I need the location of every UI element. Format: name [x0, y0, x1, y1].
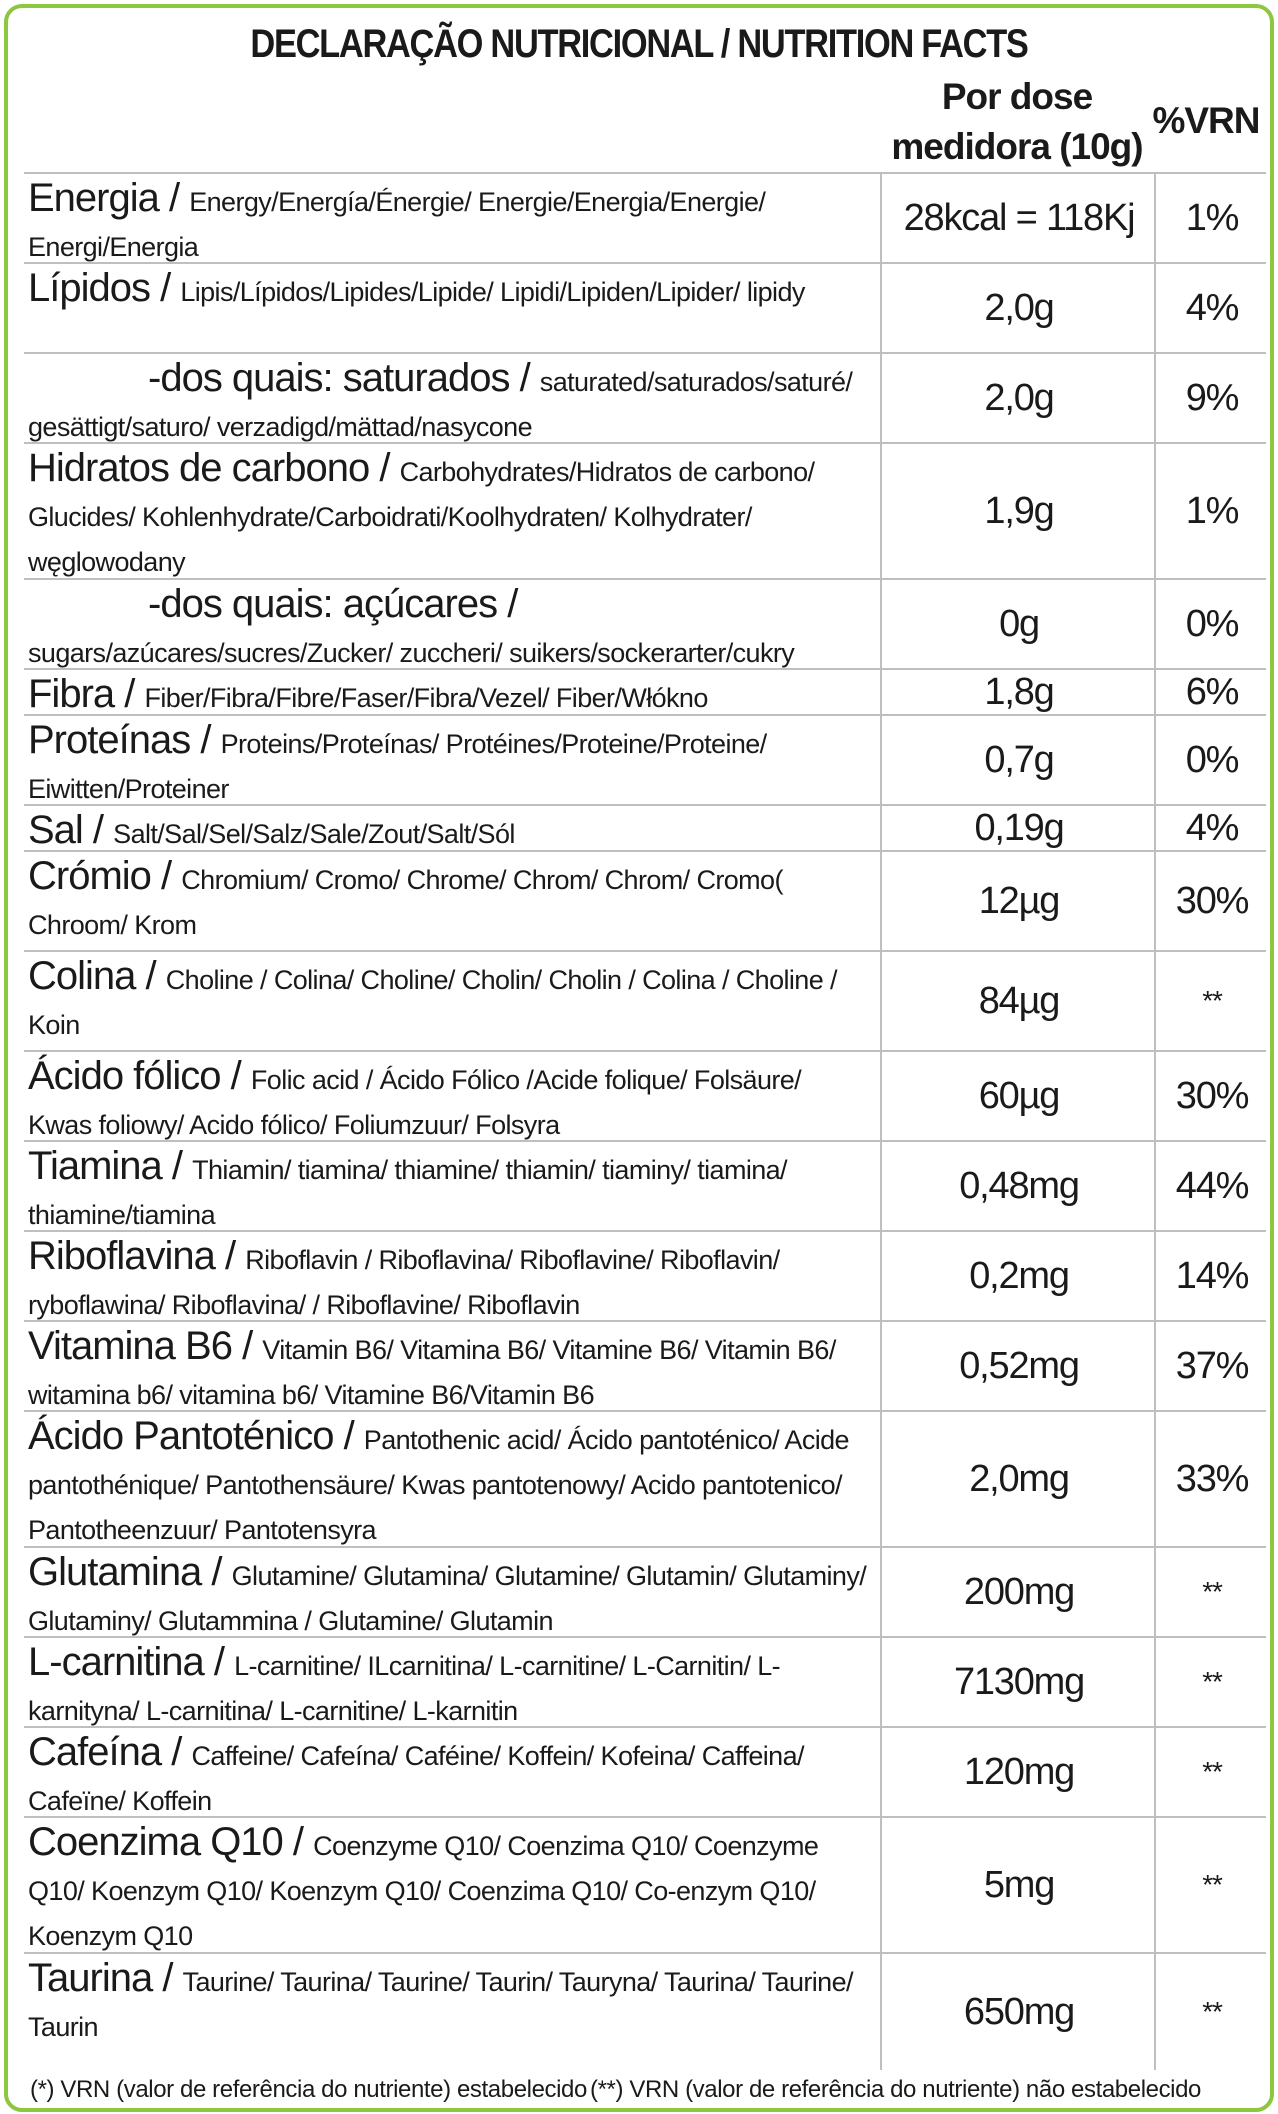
table-row — [24, 1320, 1266, 1410]
per-dose-value: 7130mg — [880, 1638, 1156, 1726]
table-row — [24, 1230, 1266, 1320]
vrn-percent: ** — [1154, 952, 1268, 1050]
per-dose-value: 1,8g — [880, 670, 1156, 714]
table-row — [24, 1140, 1266, 1230]
table-row — [24, 1816, 1266, 1952]
per-dose-value: 28kcal = 118Kj — [880, 174, 1156, 262]
per-dose-value: 650mg — [880, 1954, 1156, 2070]
nutrient-translations: Thiamin/ tiamina/ thiamine/ thiamin/ tiaminy/ tiamina/ thiamine/tiamina — [28, 1155, 787, 1230]
column-header-vrn: %VRN — [1152, 100, 1260, 141]
nutrient-name: -dos quais: saturados — [148, 356, 510, 400]
per-dose-value: 0,48mg — [880, 1142, 1156, 1230]
nutrient-separator: / — [158, 176, 190, 220]
vrn-percent: 30% — [1154, 852, 1268, 950]
per-dose-value: 0,7g — [880, 716, 1156, 804]
nutrient-name: Colina — [28, 954, 136, 998]
nutrient-separator: / — [161, 1730, 192, 1774]
table-body — [24, 172, 1266, 2070]
table-row — [24, 804, 1266, 850]
vrn-percent: 30% — [1154, 1052, 1268, 1140]
nutrient-name: Hidratos de carbono — [28, 446, 370, 490]
vrn-percent: 9% — [1154, 354, 1268, 442]
vrn-percent: 4% — [1154, 264, 1268, 352]
table-row — [24, 1546, 1266, 1636]
per-dose-value: 120mg — [880, 1728, 1156, 1816]
nutrient-name: Ácido Pantoténico — [28, 1414, 334, 1458]
nutrient-separator: / — [509, 356, 540, 400]
nutrient-separator: / — [282, 1820, 314, 1864]
per-dose-value: 12µg — [880, 852, 1156, 950]
vrn-percent: 33% — [1154, 1412, 1268, 1546]
nutrient-translations: saturated/saturados/saturé/ gesättigt/saturo/ verzadigd/mättad/nasycone — [28, 367, 853, 442]
table-row — [24, 1952, 1266, 2070]
nutrient-separator: / — [152, 1956, 183, 2000]
nutrient-label — [28, 356, 868, 450]
table-row — [24, 668, 1266, 714]
nutrient-label — [28, 1956, 868, 2050]
per-dose-value: 60µg — [880, 1052, 1156, 1140]
table-row — [24, 262, 1266, 352]
nutrient-label — [28, 266, 868, 315]
per-dose-value: 2,0g — [880, 264, 1156, 352]
nutrient-label — [28, 954, 868, 1048]
table-row — [24, 1410, 1266, 1546]
nutrient-translations: Pantothenic acid/ Ácido pantoténico/ Acide pantothénique/ Pantothensäure/ Kwas pantotenowy/ Acido pantotenico/ Pantotheenzuur/ Pantotensyra — [28, 1425, 849, 1545]
nutrient-separator: / — [220, 1054, 251, 1098]
table-row — [24, 1726, 1266, 1816]
vrn-percent: ** — [1154, 1638, 1268, 1726]
nutrient-translations: Folic acid / Ácido Fólico /Acide folique/ Folsäure/ Kwas foliowy/ Acido fólico/ Foliumzuur/ Folsyra — [28, 1065, 802, 1140]
nutrient-label — [28, 582, 868, 676]
nutrient-separator: / — [497, 582, 518, 626]
nutrient-translations: Coenzyme Q10/ Coenzima Q10/ Coenzyme Q10/ Koenzym Q10/ Koenzym Q10/ Coenzima Q10/ Co-enzym Q10/ Koenzym Q10 — [28, 1831, 819, 1951]
per-dose-value: 2,0mg — [880, 1412, 1156, 1546]
table-row — [24, 1050, 1266, 1140]
nutrient-translations: Chromium/ Cromo/ Chrome/ Chrom/ Chrom/ Cromo( Chroom/ Krom — [28, 865, 783, 940]
column-header-per-dose — [880, 72, 1154, 172]
table-header — [24, 70, 1266, 172]
nutrient-translations: Salt/Sal/Sel/Salz/Sale/Zout/Salt/Sól — [113, 819, 515, 849]
nutrient-name: Cafeína — [28, 1730, 162, 1774]
nutrient-name: Sal — [28, 808, 83, 852]
table-row — [24, 950, 1266, 1050]
nutrient-translations: Carbohydrates/Hidratos de carbono/ Glucides/ Kohlenhydrate/Carboidrati/Koolhydraten/ Kolhydrater/ węglowodany — [28, 457, 815, 577]
nutrient-translations: Glutamine/ Glutamina/ Glutamine/ Glutamin/ Glutaminy/ Glutaminy/ Glutammina / Glutamine/ Glutamin — [28, 1561, 867, 1636]
nutrient-label — [28, 1550, 868, 1644]
nutrient-translations: L-carnitine/ ILcarnitina/ L-carnitine/ L-Carnitin/ L-karnityna/ L-carnitina/ L-carnitine/ L-karnitin — [28, 1651, 781, 1726]
nutrient-translations: Lipis/Lípidos/Lipides/Lipide/ Lipidi/Lipiden/Lipider/ lipidy — [180, 277, 805, 307]
nutrient-translations: Energy/Energía/Énergie/ Energie/Energia/Energie/ Energi/Energia — [28, 187, 766, 262]
nutrient-name: Tiamina — [28, 1144, 162, 1188]
nutrient-separator: / — [114, 672, 145, 716]
vrn-percent: 0% — [1154, 716, 1268, 804]
nutrient-name: Taurina — [28, 1956, 153, 2000]
per-dose-value: 0,2mg — [880, 1232, 1156, 1320]
vrn-percent: 14% — [1154, 1232, 1268, 1320]
table-row — [24, 578, 1266, 668]
label-title: DECLARAÇÃO NUTRICIONAL / NUTRITION FACTS — [250, 22, 1028, 66]
nutrient-label — [28, 1234, 868, 1328]
per-dose-value: 200mg — [880, 1548, 1156, 1636]
per-dose-value: 0,52mg — [880, 1322, 1156, 1410]
nutrient-label — [28, 1730, 868, 1824]
nutrient-name: Ácido fólico — [28, 1054, 221, 1098]
nutrient-label — [28, 446, 868, 585]
nutrient-translations: Choline / Colina/ Choline/ Cholin/ Cholin / Colina / Choline / Koin — [28, 965, 837, 1040]
vrn-percent: 1% — [1154, 444, 1268, 578]
vrn-percent: 1% — [1154, 174, 1268, 262]
nutrient-separator: / — [190, 718, 221, 762]
nutrient-label — [28, 854, 868, 948]
table-row — [24, 850, 1266, 950]
nutrient-name: Lípidos — [28, 266, 150, 310]
table-row — [24, 714, 1266, 804]
column-header-per-dose-line1: Por dose — [941, 76, 1093, 117]
nutrient-separator: / — [149, 266, 181, 310]
nutrient-label — [28, 176, 868, 270]
vrn-percent: ** — [1154, 1548, 1268, 1636]
nutrient-separator: / — [201, 1550, 232, 1594]
nutrient-name: Glutamina — [28, 1550, 202, 1594]
nutrient-name: Proteínas — [28, 718, 191, 762]
vrn-percent: ** — [1154, 1954, 1268, 2070]
vrn-percent: 37% — [1154, 1322, 1268, 1410]
nutrient-name: Fibra — [28, 672, 115, 716]
table-row — [24, 172, 1266, 262]
per-dose-value: 5mg — [880, 1818, 1156, 1952]
nutrient-label — [28, 1144, 868, 1238]
nutrient-separator: / — [161, 1144, 193, 1188]
nutrient-label — [28, 1640, 868, 1734]
nutrient-name: Vitamina B6 — [28, 1324, 232, 1368]
nutrient-translations: Taurine/ Taurina/ Taurine/ Taurin/ Tauryna/ Taurina/ Taurine/ Taurin — [28, 1967, 853, 2042]
nutrient-translations: Vitamin B6/ Vitamina B6/ Vitamine B6/ Vitamin B6/ witamina b6/ vitamina b6/ Vitamine B6/Vitamin B6 — [28, 1335, 836, 1410]
nutrient-translations: sugars/azúcares/sucres/Zucker/ zuccheri/ suikers/sockerarter/cukry — [28, 638, 795, 668]
nutrient-label — [28, 718, 868, 812]
nutrient-label — [28, 1820, 868, 1959]
nutrition-label-frame — [4, 4, 1274, 2112]
nutrient-separator: / — [369, 446, 400, 490]
nutrient-name: Energia — [28, 176, 159, 220]
vrn-percent: 44% — [1154, 1142, 1268, 1230]
nutrient-separator: / — [203, 1640, 235, 1684]
nutrient-label — [28, 1414, 868, 1553]
table-row — [24, 352, 1266, 442]
nutrient-translations: Fiber/Fibra/Fibre/Faser/Fibra/Vezel/ Fiber/Włókno — [144, 683, 708, 713]
nutrient-translations: Riboflavin / Riboflavina/ Riboflavine/ Riboflavin/ ryboflawina/ Riboflavina/ / Riboflavine/ Riboflavin — [28, 1245, 780, 1320]
nutrient-name: -dos quais: açúcares — [148, 582, 498, 626]
vrn-percent: ** — [1154, 1728, 1268, 1816]
nutrient-name: L-carnitina — [28, 1640, 204, 1684]
column-header-per-dose-line2: medidora (10g) — [891, 126, 1143, 167]
footnote-established: (*) VRN (valor de referência do nutriente) estabelecido — [30, 2076, 587, 2103]
vrn-percent: ** — [1154, 1818, 1268, 1952]
per-dose-value: 0,19g — [880, 806, 1156, 850]
vrn-percent: 6% — [1154, 670, 1268, 714]
nutrient-name: Crómio — [28, 854, 151, 898]
per-dose-value: 1,9g — [880, 444, 1156, 578]
per-dose-value: 84µg — [880, 952, 1156, 1050]
table-row — [24, 1636, 1266, 1726]
nutrient-name: Coenzima Q10 — [28, 1820, 283, 1864]
per-dose-value: 0g — [880, 580, 1156, 668]
table-row — [24, 442, 1266, 578]
vrn-percent: 0% — [1154, 580, 1268, 668]
nutrition-table — [24, 70, 1266, 2070]
nutrient-separator: / — [214, 1234, 246, 1278]
per-dose-value: 2,0g — [880, 354, 1156, 442]
nutrient-translations: Caffeine/ Cafeína/ Caféine/ Koffein/ Kofeina/ Caffeina/ Cafeïne/ Koffein — [28, 1741, 804, 1816]
nutrient-label — [28, 1054, 868, 1148]
nutrient-translations: Proteins/Proteínas/ Protéines/Proteine/Proteine/ Eiwitten/Proteiner — [28, 729, 767, 804]
nutrient-separator: / — [231, 1324, 263, 1368]
nutrient-separator: / — [150, 854, 182, 898]
vrn-percent: 4% — [1154, 806, 1268, 850]
nutrient-label — [28, 1324, 868, 1418]
footnote-not-established: (**) VRN (valor de referência do nutriente) não estabelecido — [590, 2076, 1202, 2103]
nutrient-separator: / — [333, 1414, 364, 1458]
nutrient-separator: / — [82, 808, 114, 852]
nutrient-name: Riboflavina — [28, 1234, 215, 1278]
nutrient-separator: / — [135, 954, 166, 998]
